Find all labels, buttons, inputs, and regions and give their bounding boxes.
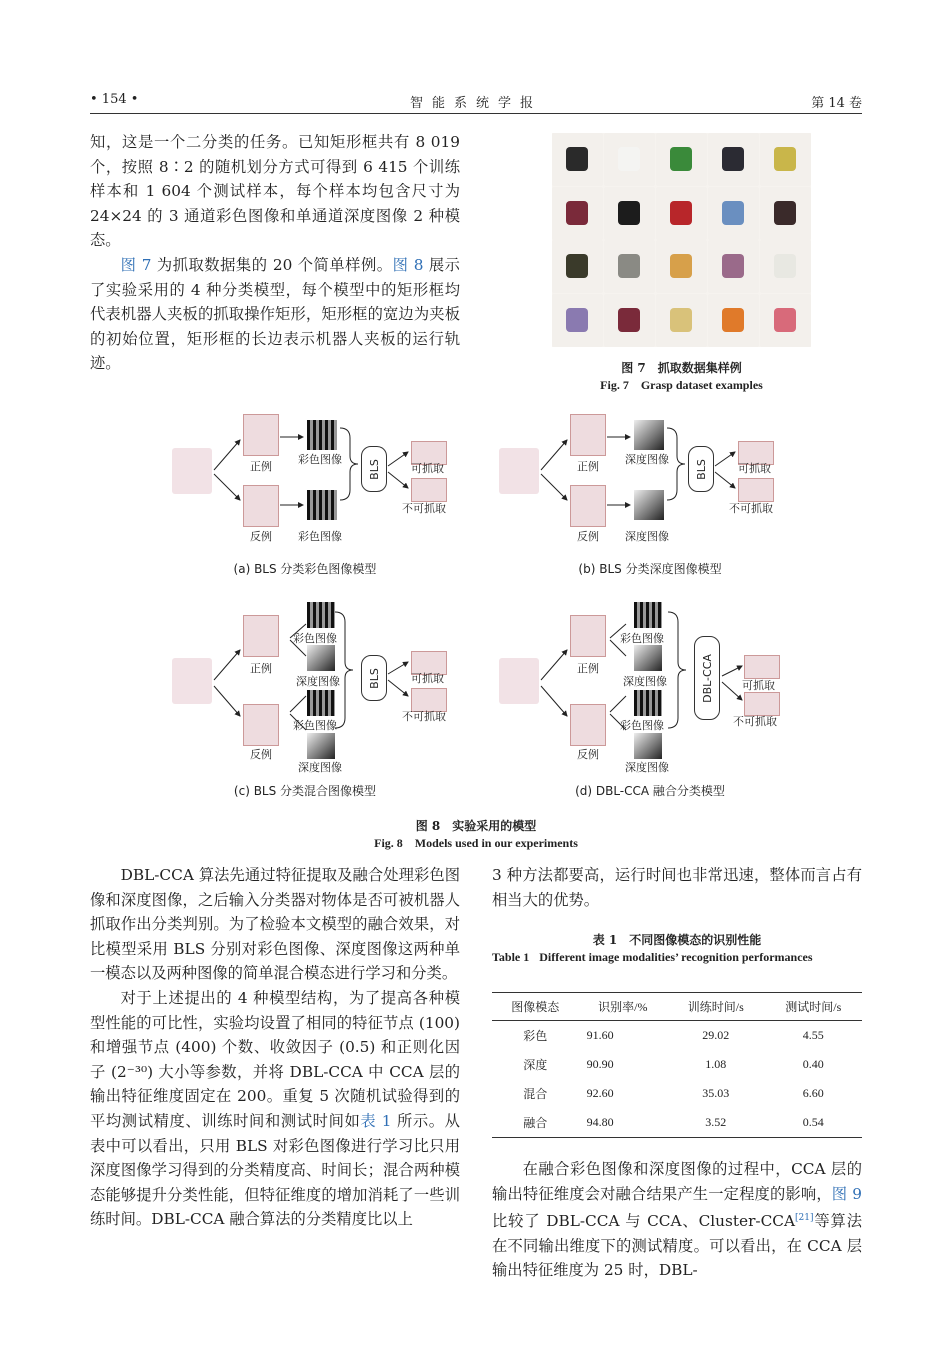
table1-caption-en [492,949,862,966]
label-depth-image: 深度图像 [625,453,669,466]
text-run: 展示了实验采用的 4 种分类模型，每个模型中的矩形框均代表机器人夹板的抓取操作矩形，矩形框的宽边为夹板的初始位置，矩形框的长边表示机器人夹板的运行轨迹。 [90,255,460,373]
subcaption-a: (a) BLS 分类彩色图像模型 [233,562,377,576]
table-header: 识别率/% [579,993,667,1021]
source-photo [499,448,539,494]
table1-label: Table 1 [492,950,530,964]
fig8-caption-en: Fig. 8 Models used in our experiments [374,836,578,850]
positive-crop [570,615,606,657]
table-cell: 融合 [523,1116,548,1130]
label-ungraspable: 不可抓取 [402,502,446,515]
result-crop [744,655,780,679]
bls-box [361,655,387,701]
fig7-caption-en: Fig. 7 Grasp dataset examples [600,378,763,392]
label-depth-image: 深度图像 [625,761,669,774]
subcaption-d: (d) DBL-CCA 融合分类模型 [575,784,725,798]
journal-title: 智能系统学报 [409,96,542,111]
paragraph: DBL-CCA 算法先通过特征提取及融合处理彩色图像和深度图像，之后输入分类器对物体是否可被机器人抓取作出分类判别。为了检验本文模型的融合效果，对比模型采用 BLS 分别对彩色图像、深度图像这两种单一模态以及两种图像的简单混合模态进行学习和分类。 [90,866,460,983]
color-patch [634,690,662,716]
fig9-link[interactable]: 图 9 [831,1184,862,1203]
positive-crop [243,414,279,456]
label-depth-image: 深度图像 [296,675,340,688]
label-depth-image: 深度图像 [625,530,669,543]
label-color-image: 彩色图像 [293,719,337,732]
dblcca-box [694,636,720,720]
color-patch [307,420,337,450]
label-negative: 反例 [250,530,272,543]
label-depth-image: 深度图像 [298,761,342,774]
label-color-image: 彩色图像 [298,453,342,466]
table-header: 图像模态 [492,993,579,1021]
label-graspable: 可抓取 [742,679,775,692]
right-column-top [492,863,862,912]
table-cell: 0.54 [802,1115,824,1129]
depth-patch [634,490,664,520]
label-ungraspable: 不可抓取 [733,715,777,728]
label-positive: 正例 [577,662,599,675]
result-crop [411,478,447,502]
bls-label: BLS [367,458,381,480]
table-cell: 彩色 [523,1029,548,1043]
text-run: 比较了 DBL-CCA 与 CCA、Cluster-CCA [492,1212,796,1231]
fig7-caption-cn: 图 7 抓取数据集样例 [621,361,742,375]
label-ungraspable: 不可抓取 [402,710,446,723]
source-photo [499,658,539,704]
label-color-image: 彩色图像 [620,632,664,645]
table-cell: 94.80 [586,1115,614,1129]
label-negative: 反例 [577,748,599,761]
label-positive: 正例 [250,662,272,675]
positive-crop [243,615,279,657]
paragraph: 3 种方法都要高，运行时间也非常迅速，整体而言占有相当大的优势。 [492,866,862,909]
bls-box [688,446,714,492]
label-negative: 反例 [577,530,599,543]
dblcca-label: DBL-CCA [700,653,714,703]
table-cell: 35.03 [702,1086,730,1100]
bls-box [361,446,387,492]
left-column-bottom [90,863,460,1232]
table-header: 训练时间/s [667,993,764,1021]
source-photo [172,448,212,494]
label-color-image: 彩色图像 [620,719,664,732]
positive-crop [570,414,606,456]
fig7-link[interactable]: 图 7 [120,255,152,274]
fig8-link[interactable]: 图 8 [392,255,424,274]
negative-crop [570,704,606,746]
color-patch [307,602,335,628]
depth-patch [307,645,335,671]
color-patch [307,690,335,716]
table-cell: 91.60 [586,1028,614,1042]
label-graspable: 可抓取 [738,462,771,475]
depth-patch [307,733,335,759]
page-number: • 154 • [90,92,139,107]
paragraph [492,1157,862,1283]
bls-label: BLS [694,458,708,480]
paragraph: 知，这是一个二分类的任务。已知矩形框共有 8 019 个，按照 8∶2 的随机划分方式可得到 6 415 个训练样本和 1 604 个测试样本，每个样本均包含尺寸为 24×24 的 3 通道彩色图像和单通道深度图像 2 种模态。 [90,133,460,250]
table-header-row [492,993,862,1021]
subcaption-b: (b) BLS 分类深度图像模型 [578,562,722,576]
table1-link[interactable]: 表 1 [360,1111,392,1130]
negative-crop [243,704,279,746]
table1 [492,992,862,1138]
color-patch [307,490,337,520]
label-depth-image: 深度图像 [623,675,667,688]
text-run: 为抓取数据集的 20 个简单样例。 [151,255,393,274]
label-graspable: 可抓取 [411,672,444,685]
table-cell: 92.60 [586,1086,614,1100]
paragraph [90,986,460,1232]
table1-caption [492,932,862,966]
label-graspable: 可抓取 [411,462,444,475]
table-cell: 0.40 [802,1057,824,1071]
label-positive: 正例 [250,460,272,473]
negative-crop [243,485,279,527]
label-negative: 反例 [250,748,272,761]
text-run: 在融合彩色图像和深度图像的过程中，CCA 层的输出特征维度会对融合结果产生一定程度的影响， [492,1160,862,1203]
table-cell: 1.08 [705,1057,727,1071]
table-row [492,1108,862,1138]
reference-link[interactable]: [21] [795,1213,814,1224]
depth-patch [634,420,664,450]
fig8-caption [90,818,862,852]
depth-patch [634,733,662,759]
table-cell: 29.02 [702,1028,730,1042]
source-photo [172,658,212,704]
table-row [492,1079,862,1108]
label-ungraspable: 不可抓取 [729,502,773,515]
table1-caption-cn: 表 1 不同图像模态的识别性能 [592,933,762,947]
table-header: 测试时间/s [765,993,863,1021]
result-crop [738,478,774,502]
depth-patch [634,645,662,671]
subcaption-c: (c) BLS 分类混合图像模型 [233,784,377,798]
negative-crop [570,485,606,527]
text-run: 对于上述提出的 4 种模型结构，为了提高各种模型性能的可比性，实验均设置了相同的特征节点 (100) 和增强节点 (400) 个数、收敛因子 (0.5) 和正则化因子 (2⁻³⁰) 大小等参数，并将 DBL-CCA 中 CCA 层的输出特征维度固定在 200。重复 5 次随机试验得到的平均测试精度、训练时间和测试时间如 [90,988,460,1130]
table-cell: 6.60 [802,1086,824,1100]
bls-label: BLS [367,667,381,689]
fig8-caption-cn: 图 8 实验采用的模型 [415,819,537,833]
table-row [492,1021,862,1051]
table-cell: 3.52 [705,1115,727,1129]
text-run: 等算法在不同输出维度下的测试精度。可以看出，在 CCA 层输出特征维度为 25 时，DBL- [492,1212,862,1280]
right-column-bottom [492,1157,862,1283]
table1-title-en: Different image modalities’ recognition performances [539,950,813,964]
label-positive: 正例 [577,460,599,473]
color-patch [634,602,662,628]
text-run: 所示。从表中可以看出，只用 BLS 对彩色图像进行学习比只用深度图像学习得到的分类精度高、时间长；混合两种模态能够提升分类性能，但特征维度的增加消耗了一些训练时间。DBL-CCA 融合算法的分类精度比以上 [90,1111,460,1229]
table-cell: 90.90 [586,1057,614,1071]
label-color-image: 彩色图像 [298,530,342,543]
table-cell: 4.55 [802,1028,824,1042]
label-color-image: 彩色图像 [293,632,337,645]
table-row [492,1050,862,1079]
table-cell: 混合 [523,1087,548,1101]
volume-number: 第 14 卷 [811,96,862,111]
table-cell: 深度 [523,1058,548,1072]
